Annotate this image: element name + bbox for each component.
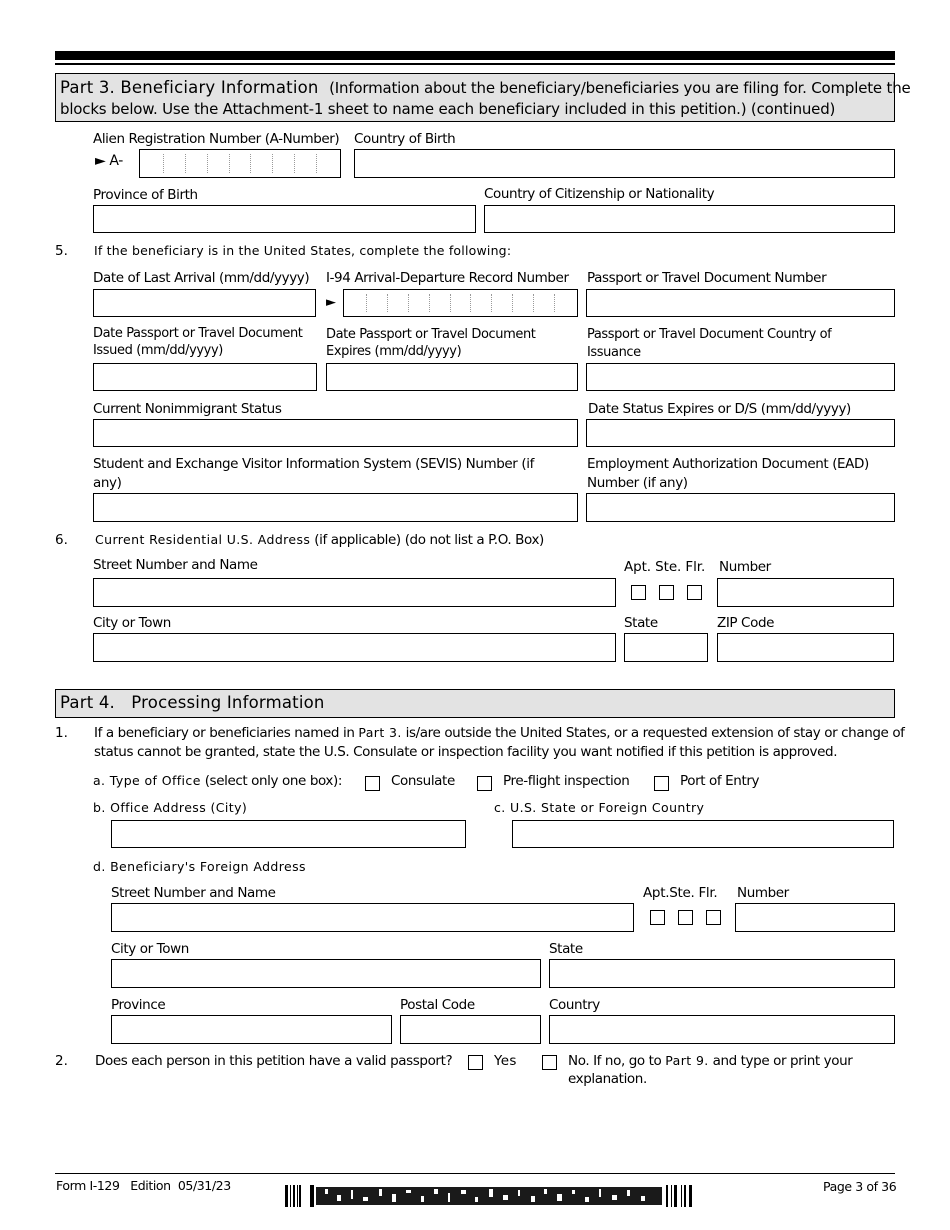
barcode (285, 1185, 693, 1207)
i94-input[interactable] (343, 289, 578, 317)
us-state-country-label: c. U.S. State or Foreign Country (494, 800, 705, 815)
citizenship-input[interactable] (484, 205, 895, 233)
city-label: City or Town (93, 615, 171, 631)
a-number-input[interactable] (139, 149, 341, 178)
flr-checkbox[interactable] (687, 585, 702, 600)
foreign-number-label: Number (737, 885, 789, 901)
preflight-checkbox[interactable] (477, 776, 492, 791)
passport-country-label: Passport or Travel Document Country of Issuance (587, 327, 832, 360)
country-of-birth-input[interactable] (354, 149, 895, 178)
foreign-flr-checkbox[interactable] (706, 910, 721, 925)
i94-arrow: ► (326, 295, 336, 310)
passport-no-label-2: explanation. (568, 1071, 647, 1087)
province-of-birth-label: Province of Birth (93, 187, 198, 203)
state-label: State (624, 615, 658, 631)
barcode-graphic (285, 1185, 693, 1207)
q5-text: If the beneficiary is in the United States, complete the following: (94, 243, 512, 258)
status-expires-input[interactable] (586, 419, 895, 447)
apt-label: Apt. Ste. Flr. (624, 559, 706, 575)
foreign-city-input[interactable] (111, 959, 541, 988)
consulate-checkbox[interactable] (365, 776, 380, 791)
nonimmigrant-status-label: Current Nonimmigrant Status (93, 401, 282, 417)
foreign-state-label: State (549, 941, 583, 957)
number-label: Number (719, 559, 771, 575)
passport-no-checkbox[interactable] (542, 1055, 557, 1070)
passport-issued-label: Date Passport or Travel Document Issued (mm/dd/yyyy) (93, 326, 303, 358)
number-input[interactable] (717, 578, 894, 607)
street-input[interactable] (93, 578, 616, 607)
passport-expires-input[interactable] (326, 363, 578, 391)
passport-no-label: No. If no, go to Part 9. and type or print your (568, 1053, 853, 1069)
street-label: Street Number and Name (93, 557, 258, 573)
foreign-province-label: Province (111, 997, 166, 1013)
part3-subtitle-2: blocks below. Use the Attachment-1 sheet to name each beneficiary included in this petition.) (continued) (60, 100, 836, 118)
foreign-apt-label: Apt.Ste. Flr. (643, 885, 718, 901)
foreign-address-label: d. Beneficiary's Foreign Address (93, 859, 306, 874)
part3-subtitle-1: (Information about the beneficiary/beneficiaries you are filing for. Complete the (329, 79, 911, 97)
passport-country-input[interactable] (586, 363, 895, 391)
p4-q1-line1: If a beneficiary or beneficiaries named in Part 3. is/are outside the United States, or a requested extension of stay or change of (94, 725, 905, 741)
footer-page-number: Page 3 of 36 (823, 1179, 897, 1194)
port-of-entry-label: Port of Entry (680, 773, 760, 789)
part4-header (55, 689, 895, 718)
citizenship-label: Country of Citizenship or Nationality (484, 186, 715, 202)
ead-label: Employment Authorization Document (EAD) Number (if any) (587, 456, 869, 491)
q5-number: 5. (55, 243, 68, 259)
p4-q2-text: Does each person in this petition have a valid passport? (95, 1053, 453, 1069)
foreign-state-input[interactable] (549, 959, 895, 988)
passport-yes-checkbox[interactable] (468, 1055, 483, 1070)
foreign-street-label: Street Number and Name (111, 885, 276, 901)
sevis-label: Student and Exchange Visitor Information System (SEVIS) Number (if any) (93, 456, 534, 491)
last-arrival-input[interactable] (93, 289, 316, 317)
office-address-input[interactable] (111, 820, 466, 848)
state-input[interactable] (624, 633, 708, 662)
foreign-number-input[interactable] (735, 903, 895, 932)
foreign-postal-label: Postal Code (400, 997, 475, 1013)
last-arrival-label: Date of Last Arrival (mm/dd/yyyy) (93, 270, 310, 286)
office-address-label: b. Office Address (City) (93, 800, 248, 815)
consulate-label: Consulate (391, 773, 455, 789)
passport-yes-label: Yes (494, 1053, 517, 1069)
p4-q2-number: 2. (55, 1053, 68, 1069)
q6-text: Current Residential U.S. Address (if applicable) (do not list a P.O. Box) (95, 532, 544, 548)
foreign-country-input[interactable] (549, 1015, 895, 1044)
ste-checkbox[interactable] (659, 585, 674, 600)
us-state-country-input[interactable] (512, 820, 894, 848)
passport-number-input[interactable] (586, 289, 895, 317)
passport-expires-label: Date Passport or Travel Document Expires (mm/dd/yyyy) (326, 327, 536, 359)
q6-number: 6. (55, 532, 68, 548)
foreign-street-input[interactable] (111, 903, 634, 932)
ead-input[interactable] (586, 493, 895, 522)
foreign-city-label: City or Town (111, 941, 189, 957)
preflight-label: Pre-flight inspection (503, 773, 630, 789)
city-input[interactable] (93, 633, 616, 662)
sevis-input[interactable] (93, 493, 578, 522)
zip-input[interactable] (717, 633, 894, 662)
top-rule-thick (55, 51, 895, 60)
passport-number-label: Passport or Travel Document Number (587, 270, 827, 286)
port-of-entry-checkbox[interactable] (654, 776, 669, 791)
footer-form-id: Form I-129 Edition 05/31/23 (56, 1178, 231, 1193)
foreign-province-input[interactable] (111, 1015, 392, 1044)
part3-header (55, 73, 911, 122)
part3-title: Part 3. Beneficiary Information (60, 78, 319, 97)
foreign-postal-input[interactable] (400, 1015, 541, 1044)
country-of-birth-label: Country of Birth (354, 131, 456, 147)
nonimmigrant-status-input[interactable] (93, 419, 578, 447)
foreign-ste-checkbox[interactable] (678, 910, 693, 925)
foreign-country-label: Country (549, 997, 600, 1013)
foreign-apt-checkbox[interactable] (650, 910, 665, 925)
apt-checkbox[interactable] (631, 585, 646, 600)
province-of-birth-input[interactable] (93, 205, 476, 233)
type-of-office-label: a. Type of Office (select only one box): (93, 773, 343, 789)
i94-label: I-94 Arrival-Departure Record Number (326, 270, 569, 286)
p4-q1-line2: status cannot be granted, state the U.S. Consulate or inspection facility you want notified if this petition is approved. (94, 744, 838, 760)
passport-issued-input[interactable] (93, 363, 317, 391)
zip-label: ZIP Code (717, 615, 775, 631)
p4-q1-number: 1. (55, 725, 68, 741)
top-rule-thin (55, 63, 895, 65)
a-number-prefix: ► A- (95, 153, 123, 169)
footer-rule (55, 1173, 895, 1174)
status-expires-label: Date Status Expires or D/S (mm/dd/yyyy) (588, 401, 851, 417)
part4-title: Part 4. Processing Information (60, 693, 325, 712)
a-number-label: Alien Registration Number (A-Number) (93, 131, 340, 147)
